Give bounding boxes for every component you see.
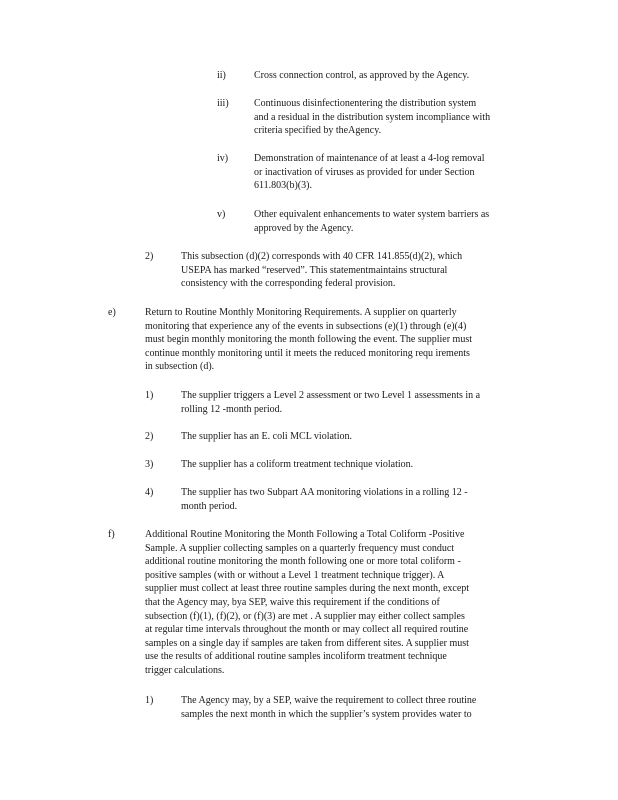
subsection-e-3-text: The supplier has a coliform treatment technique violation. — [181, 459, 414, 470]
subsection-e-2-text: The supplier has an E. coli MCL violation. — [181, 431, 352, 442]
subsection-e-4-label: 4) — [145, 487, 154, 498]
subsection-f-text: Additional Routine Monitoring the Month Following a Total Coliform -Positive Sample. A supplier collecting samples on a quarterly frequency must conduct additional routine monitoring the month following one or more total coliform - positive samples (with or without a Level 1 treatment technique trigger). A supplier must collect at least three routine samples during the next month, except that the Agency may, bya SEP, waive this requirement if the conditions of subsection (f)(1), (f)(2), or (f)(3) are met . A supplier may either collect samples at regular time intervals throughout the month or may collect all required routine samples on a single day if samples are taken from different sites. A supplier must use the results of additional routine samples incoliform treatment technique trigger calculations. — [145, 529, 470, 676]
subsection-d-2-label: 2) — [145, 251, 154, 262]
subsection-e-label: e) — [108, 307, 116, 318]
item-ii-label: ii) — [217, 70, 226, 81]
item-v-text: Other equivalent enhancements to water system barriers as approved by the Agency. — [254, 209, 490, 234]
subsection-f-1-label: 1) — [145, 695, 154, 706]
item-iv-label: iv) — [217, 153, 229, 164]
subsection-e-text: Return to Routine Monthly Monitoring Requirements. A supplier on quarterly monitoring that experience any of the events in subsections (e)(1) through (e)(4) must begin monthly monitoring the month following the event. The supplier must continue monthly monitoring until it meets the reduced monitoring requ irements in subsection (d). — [145, 307, 473, 373]
item-iii-label: iii) — [217, 98, 229, 109]
subsection-d-2-text: This subsection (d)(2) corresponds with 40 CFR 141.855(d)(2), which USEPA has marked “reserved”. This statementmaintains structural consistency with the corresponding federal provision. — [181, 251, 463, 290]
subsection-f-1-text: The Agency may, by a SEP, waive the requirement to collect three routine samples the next month in which the supplier’s system provides water to — [181, 695, 477, 720]
subsection-e-2-label: 2) — [145, 431, 154, 442]
subsection-f-label: f) — [108, 529, 115, 540]
subsection-e-1-text: The supplier triggers a Level 2 assessment or two Level 1 assessments in a rolling 12 -month period. — [181, 390, 481, 415]
subsection-e-1-label: 1) — [145, 390, 154, 401]
subsection-e-3-label: 3) — [145, 459, 154, 470]
item-iii-text: Continuous disinfectionentering the distribution system and a residual in the distribution system incompliance with criteria specified by theAgency. — [254, 98, 491, 137]
item-iv-text: Demonstration of maintenance of at least a 4-log removal or inactivation of viruses as provided for under Section 611.803(b)(3). — [254, 153, 485, 192]
item-v-label: v) — [217, 209, 226, 220]
item-ii-text: Cross connection control, as approved by the Agency. — [254, 70, 470, 81]
subsection-e-4-text: The supplier has two Subpart AA monitoring violations in a rolling 12 - month period. — [181, 487, 468, 512]
